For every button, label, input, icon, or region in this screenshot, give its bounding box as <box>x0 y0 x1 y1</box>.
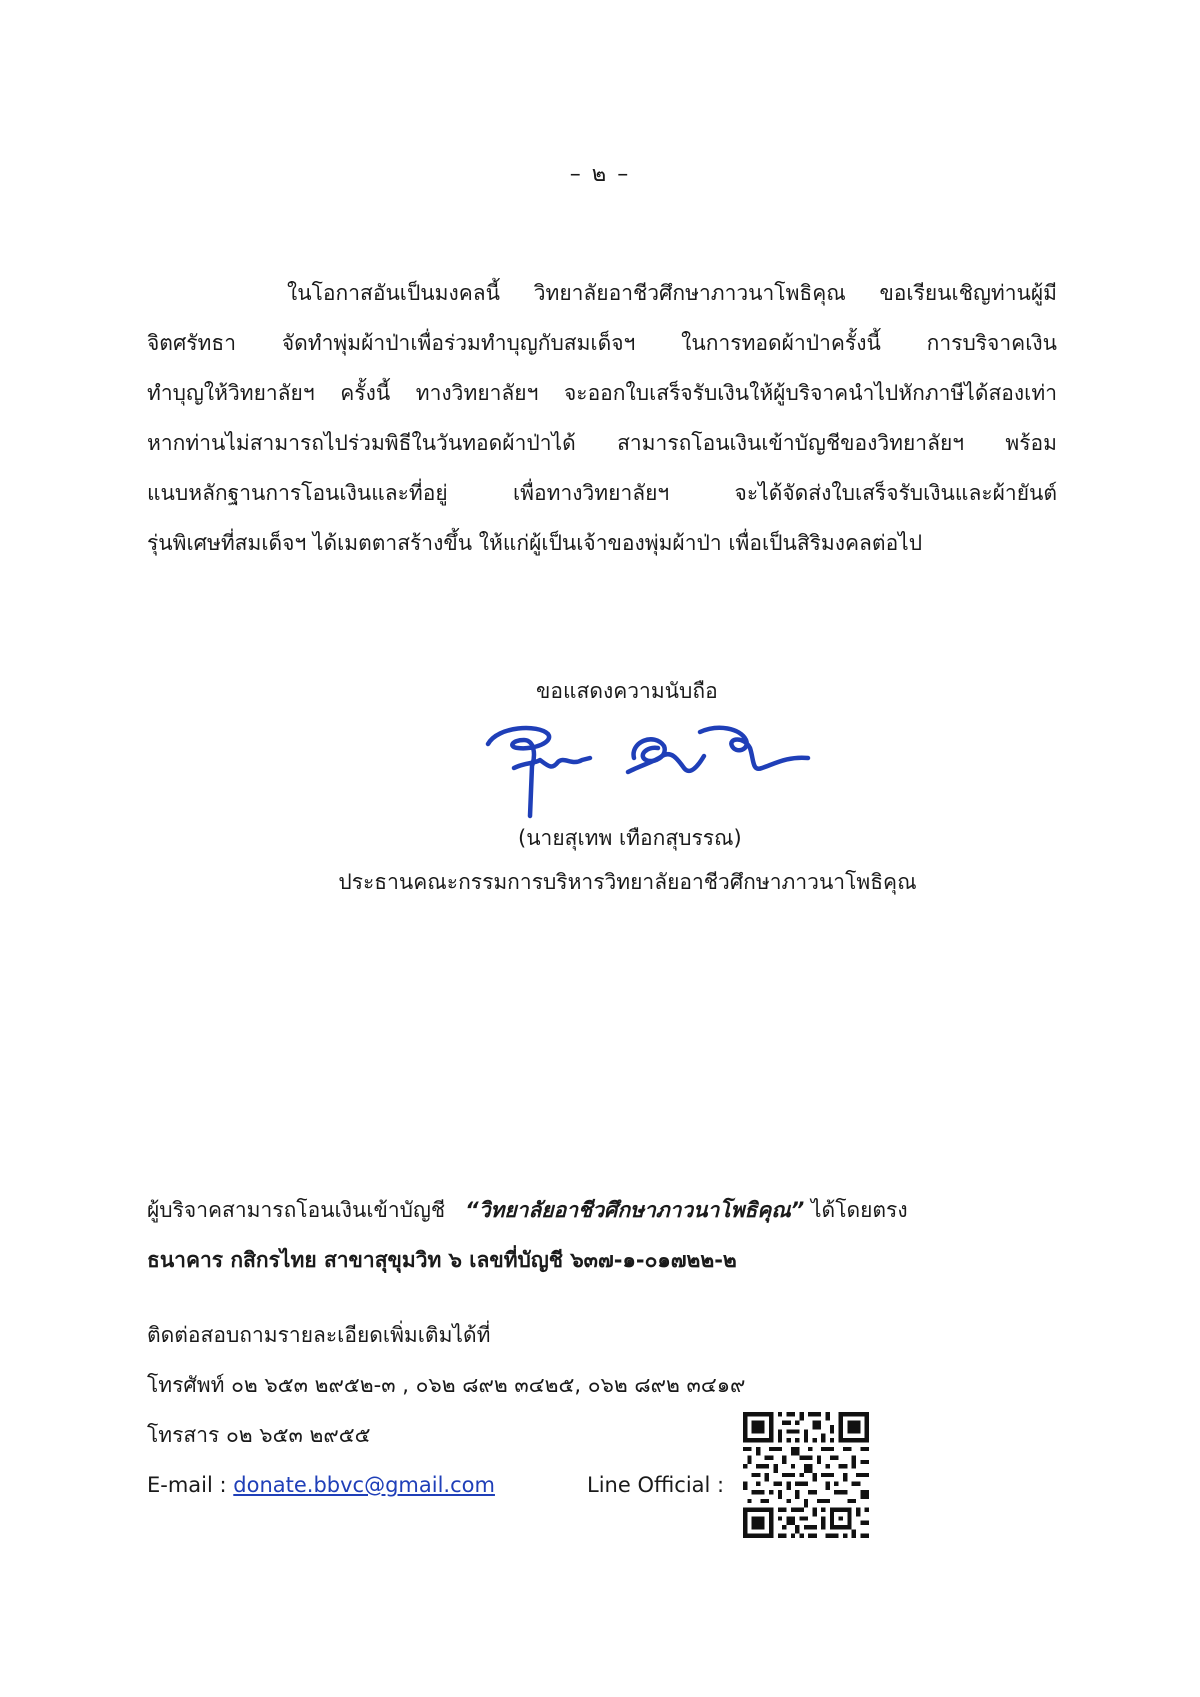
body-line: หากท่านไม่สามารถไปร่วมพิธีในวันทอดผ้าป่าได้ สามารถโอนเงินเข้าบัญชีของวิทยาลัยฯ พร้อม <box>147 431 1057 455</box>
signature-image <box>478 720 818 830</box>
qr-code-image[interactable] <box>743 1412 869 1538</box>
signer-name: (นายสุเทพ เทือกสุบรรณ) <box>518 826 742 850</box>
fax-line: โทรสาร ๐๒ ๖๕๓ ๒๙๕๕ <box>147 1423 371 1447</box>
donation-suffix: ได้โดยตรง <box>811 1198 908 1222</box>
page-number: – ๒ – <box>569 162 631 187</box>
body-paragraph <box>147 268 1057 568</box>
contact-intro: ติดต่อสอบถามรายละเอียดเพิ่มเติมได้ที่ <box>147 1323 491 1347</box>
line-official-label: Line Official : <box>587 1473 725 1497</box>
email-label: E-mail : <box>147 1473 227 1497</box>
email-link[interactable]: donate.bbvc@gmail.com <box>233 1473 495 1497</box>
contact-info <box>147 1310 1057 1510</box>
body-line: รุ่นพิเศษที่สมเด็จฯ ได้เมตตาสร้างขึ้น ให้แก่ผู้เป็นเจ้าของพุ่มผ้าป่า เพื่อเป็นสิริมงคลต่อไป <box>147 531 923 555</box>
phone-line: โทรศัพท์ ๐๒ ๖๕๓ ๒๙๕๒-๓ , ๐๖๒ ๘๙๒ ๓๔๒๕, ๐๖๒ ๘๙๒ ๓๔๑๙ <box>147 1373 746 1397</box>
account-name: “วิทยาลัยอาชีวศึกษาภาวนาโพธิคุณ” <box>465 1198 805 1222</box>
bank-account-line: ธนาคาร กสิกรไทย สาขาสุขุมวิท ๖ เลขที่บัญชี ๖๓๗-๑-๐๑๗๒๒-๒ <box>147 1248 737 1272</box>
donation-prefix: ผู้บริจาคสามารถโอนเงินเข้าบัญชี <box>147 1198 446 1222</box>
body-line: จิตศรัทธา จัดทำพุ่มผ้าป่าเพื่อร่วมทำบุญกับสมเด็จฯ ในการทอดผ้าป่าครั้งนี้ การบริจาคเงิน <box>147 331 1057 355</box>
body-line: ในโอกาสอันเป็นมงคลนี้ วิทยาลัยอาชีวศึกษาภาวนาโพธิคุณ ขอเรียนเชิญท่านผู้มี <box>287 281 1057 305</box>
donation-line <box>147 1185 1057 1235</box>
body-line: ทำบุญให้วิทยาลัยฯ ครั้งนี้ ทางวิทยาลัยฯ จะออกใบเสร็จรับเงินให้ผู้บริจาคนำไปหักภาษีได้สองเท่า <box>147 381 1057 405</box>
signer-title: ประธานคณะกรรมการบริหารวิทยาลัยอาชีวศึกษาภาวนาโพธิคุณ <box>338 870 917 894</box>
donation-info <box>147 1185 1057 1285</box>
body-line: แนบหลักฐานการโอนเงินและที่อยู่ เพื่อทางวิทยาลัยฯ จะได้จัดส่งใบเสร็จรับเงินและผ้ายันต์ <box>147 481 1057 505</box>
closing-salutation: ขอแสดงความนับถือ <box>536 679 718 703</box>
email-row <box>147 1460 1057 1510</box>
